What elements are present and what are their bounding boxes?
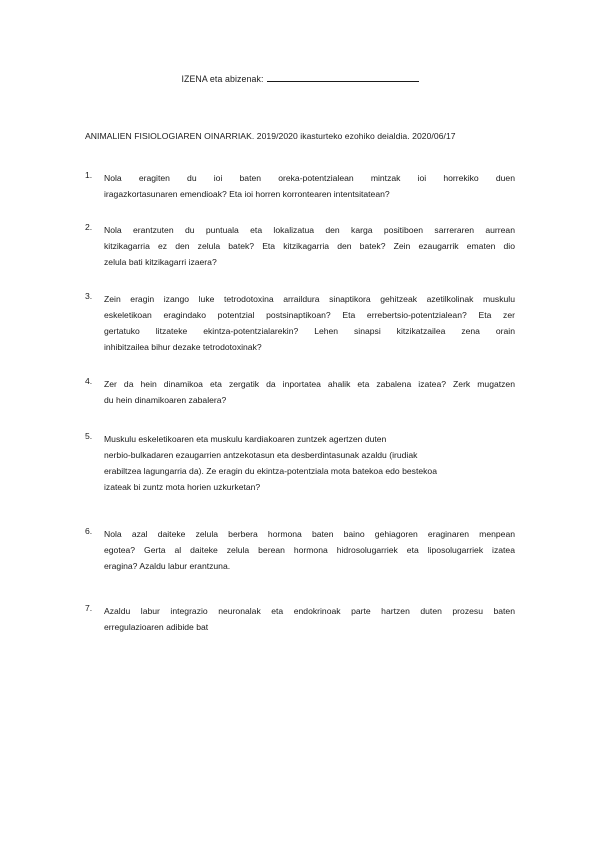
question-line: kitzikagarria ez den zelula batek? Eta kitzikagarria den batek? Zein ezaugarrik ematen dio	[104, 241, 515, 251]
question-7	[85, 603, 515, 635]
question-4	[85, 376, 515, 408]
question-line: Zein eragin izango luke tetrodotoxina arraildura sinaptikora gehitzeak azetilkolinak muskulu	[104, 294, 515, 304]
question-line: izateak bi zuntz mota horien uzkurketan?	[104, 482, 261, 492]
question-5	[85, 431, 515, 495]
question-line: zelula bati kitzikagarri izaera?	[104, 257, 217, 267]
question-3	[85, 291, 515, 355]
question-text	[104, 291, 515, 355]
question-number: 5.	[85, 431, 93, 441]
question-number: 7.	[85, 603, 93, 613]
question-line: nerbio-bulkadaren ezaugarrien antzekotasun eta desberdintasunak azaldu (irudiak	[104, 450, 418, 460]
question-text	[104, 222, 515, 270]
question-text	[104, 376, 515, 408]
question-number: 4.	[85, 376, 93, 386]
question-line: Nola erantzuten du puntuala eta lokalizatua den karga positiboen sarreraren aurrean	[104, 225, 515, 235]
question-line: Muskulu eskeletikoaren eta muskulu kardiakoaren zuntzek agertzen duten	[104, 434, 387, 444]
question-number: 6.	[85, 526, 93, 536]
question-line: Zer da hein dinamikoa eta zergatik da inportatea ahalik eta zabalena izatea? Zerk mugatzen	[104, 379, 515, 389]
student-name-line	[0, 72, 600, 84]
question-line: eskeletikoan eragindako potentzial postsinaptikoan? Eta errebertsio-potentzialean? Eta zer	[104, 310, 515, 320]
question-number: 2.	[85, 222, 93, 232]
question-line: du hein dinamikoaren zabalera?	[104, 395, 227, 405]
question-2	[85, 222, 515, 270]
question-number: 1.	[85, 170, 93, 180]
exam-title: ANIMALIEN FISIOLOGIAREN OINARRIAK. 2019/2020 ikasturteko ezohiko deialdia. 2020/06/17	[85, 131, 456, 141]
question-number: 3.	[85, 291, 93, 301]
name-blank-field[interactable]	[267, 72, 419, 82]
question-6	[85, 526, 515, 574]
question-line: erabiltzea lagungarria da). Ze eragin du ekintza-potentziala mota batekoa edo bestekoa	[104, 466, 437, 476]
question-line: gertatuko litzateke ekintza-potentzialarekin? Lehen sinapsi kitzikatzailea zena orain	[104, 326, 515, 336]
question-line: egotea? Gerta al daiteke zelula berean hormona hidrosolugarriek eta liposolugarriek izatea	[104, 545, 515, 555]
question-text	[104, 603, 515, 635]
question-text	[104, 431, 515, 495]
question-line: Nola azal daiteke zelula berbera hormona baten baino gehiagoren eraginaren menpean	[104, 529, 515, 539]
question-line: Azaldu labur integrazio neuronalak eta endokrinoak parte hartzen duten prozesu baten	[104, 606, 515, 616]
question-line: Nola eragiten du ioi baten oreka-potentzialean mintzak ioi horrekiko duen	[104, 173, 515, 183]
question-1	[85, 170, 515, 202]
name-label: IZENA eta abizenak:	[181, 74, 264, 84]
question-text	[104, 526, 515, 574]
question-line: inhibitzailea bihur dezake tetrodotoxinak?	[104, 342, 262, 352]
question-line: erregulazioaren adibide bat	[104, 622, 209, 632]
question-text	[104, 170, 515, 202]
question-line: iragazkortasunaren emendioak? Eta ioi horren korrontearen intentsitatean?	[104, 189, 390, 199]
question-line: eragina? Azaldu labur erantzuna.	[104, 561, 231, 571]
